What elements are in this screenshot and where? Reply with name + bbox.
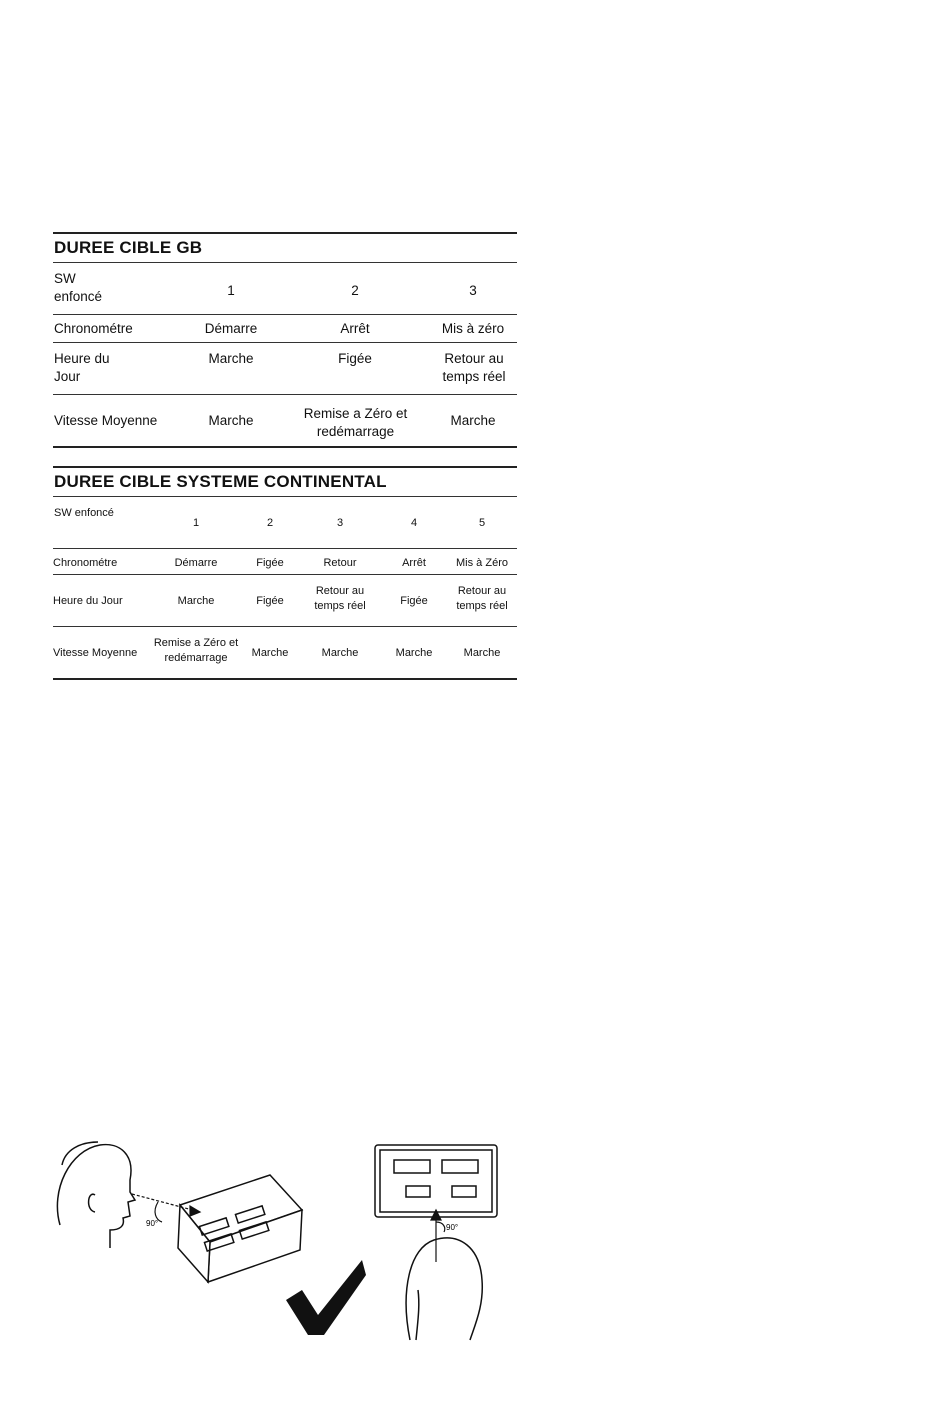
header-col: 3 [469, 283, 477, 298]
table-cell: Marche [321, 647, 359, 659]
table-rule [53, 446, 517, 448]
table-cell: Marche [177, 595, 215, 607]
header-label: SW enfoncé [54, 507, 114, 519]
gb-table [53, 232, 517, 452]
table-cell: Retour au temps réel [442, 351, 506, 385]
gb-table-title: DUREE CIBLE GB [54, 238, 203, 257]
header-col: 1 [192, 517, 200, 529]
table-cell: Mis à Zéro [456, 557, 508, 569]
table-rule [53, 232, 517, 234]
table-cell: Retour [323, 557, 357, 569]
row-label: Chronométre [54, 321, 133, 336]
table-cell: Mis à zéro [441, 321, 505, 336]
table-rule [53, 496, 517, 497]
table-cell: Marche [395, 647, 433, 659]
table-rule [53, 548, 517, 549]
continental-table [53, 466, 517, 686]
device-front-icon [375, 1145, 497, 1217]
viewing-angle-illustration [40, 1130, 530, 1350]
table-cell: Figée [338, 351, 372, 366]
check-mark-icon [286, 1260, 366, 1335]
table-cell: Marche [251, 647, 289, 659]
header-col: 1 [227, 283, 235, 298]
table-rule [53, 678, 517, 680]
table-cell: Remise a Zéro et redémarrage [303, 406, 408, 440]
row-label: Vitesse Moyenne [54, 413, 158, 428]
header-col: 2 [351, 283, 359, 298]
table-cell: Retour au temps réel [314, 585, 366, 612]
table-cell: Démarre [174, 557, 218, 569]
head-top-icon [406, 1238, 482, 1340]
angle-label-right: 90° [446, 1223, 459, 1232]
sight-line [431, 1210, 445, 1262]
device-tilted-icon [178, 1175, 302, 1282]
table-rule [53, 342, 517, 343]
row-label: Chronométre [53, 557, 118, 569]
row-label: Heure du Jour [54, 351, 110, 385]
continental-table-title: DUREE CIBLE SYSTEME CONTINENTAL [54, 472, 387, 491]
table-cell: Figée [256, 595, 284, 607]
table-rule [53, 314, 517, 315]
angle-label-left: 90° [146, 1219, 159, 1228]
table-cell: Démarre [204, 321, 258, 336]
table-cell: Retour au temps réel [456, 585, 508, 612]
header-label: SW enfoncé [54, 271, 103, 305]
table-cell: Marche [463, 647, 501, 659]
header-col: 5 [478, 517, 486, 529]
table-rule [53, 574, 517, 575]
table-cell: Marche [208, 413, 254, 428]
row-label: Heure du Jour [53, 595, 123, 607]
table-cell: Marche [208, 351, 254, 366]
header-col: 2 [266, 517, 274, 529]
table-cell: Marche [450, 413, 496, 428]
table-rule [53, 394, 517, 395]
header-col: 4 [410, 517, 418, 529]
table-cell: Figée [256, 557, 284, 569]
table-cell: Figée [400, 595, 428, 607]
table-cell: Arrêt [340, 321, 370, 336]
row-label: Vitesse Moyenne [53, 647, 138, 659]
header-col: 3 [336, 517, 344, 529]
table-rule [53, 626, 517, 627]
table-cell: Remise a Zéro et redémarrage [153, 637, 239, 664]
table-rule [53, 466, 517, 468]
table-cell: Arrêt [402, 557, 426, 569]
head-profile-icon [57, 1142, 135, 1248]
table-rule [53, 262, 517, 263]
